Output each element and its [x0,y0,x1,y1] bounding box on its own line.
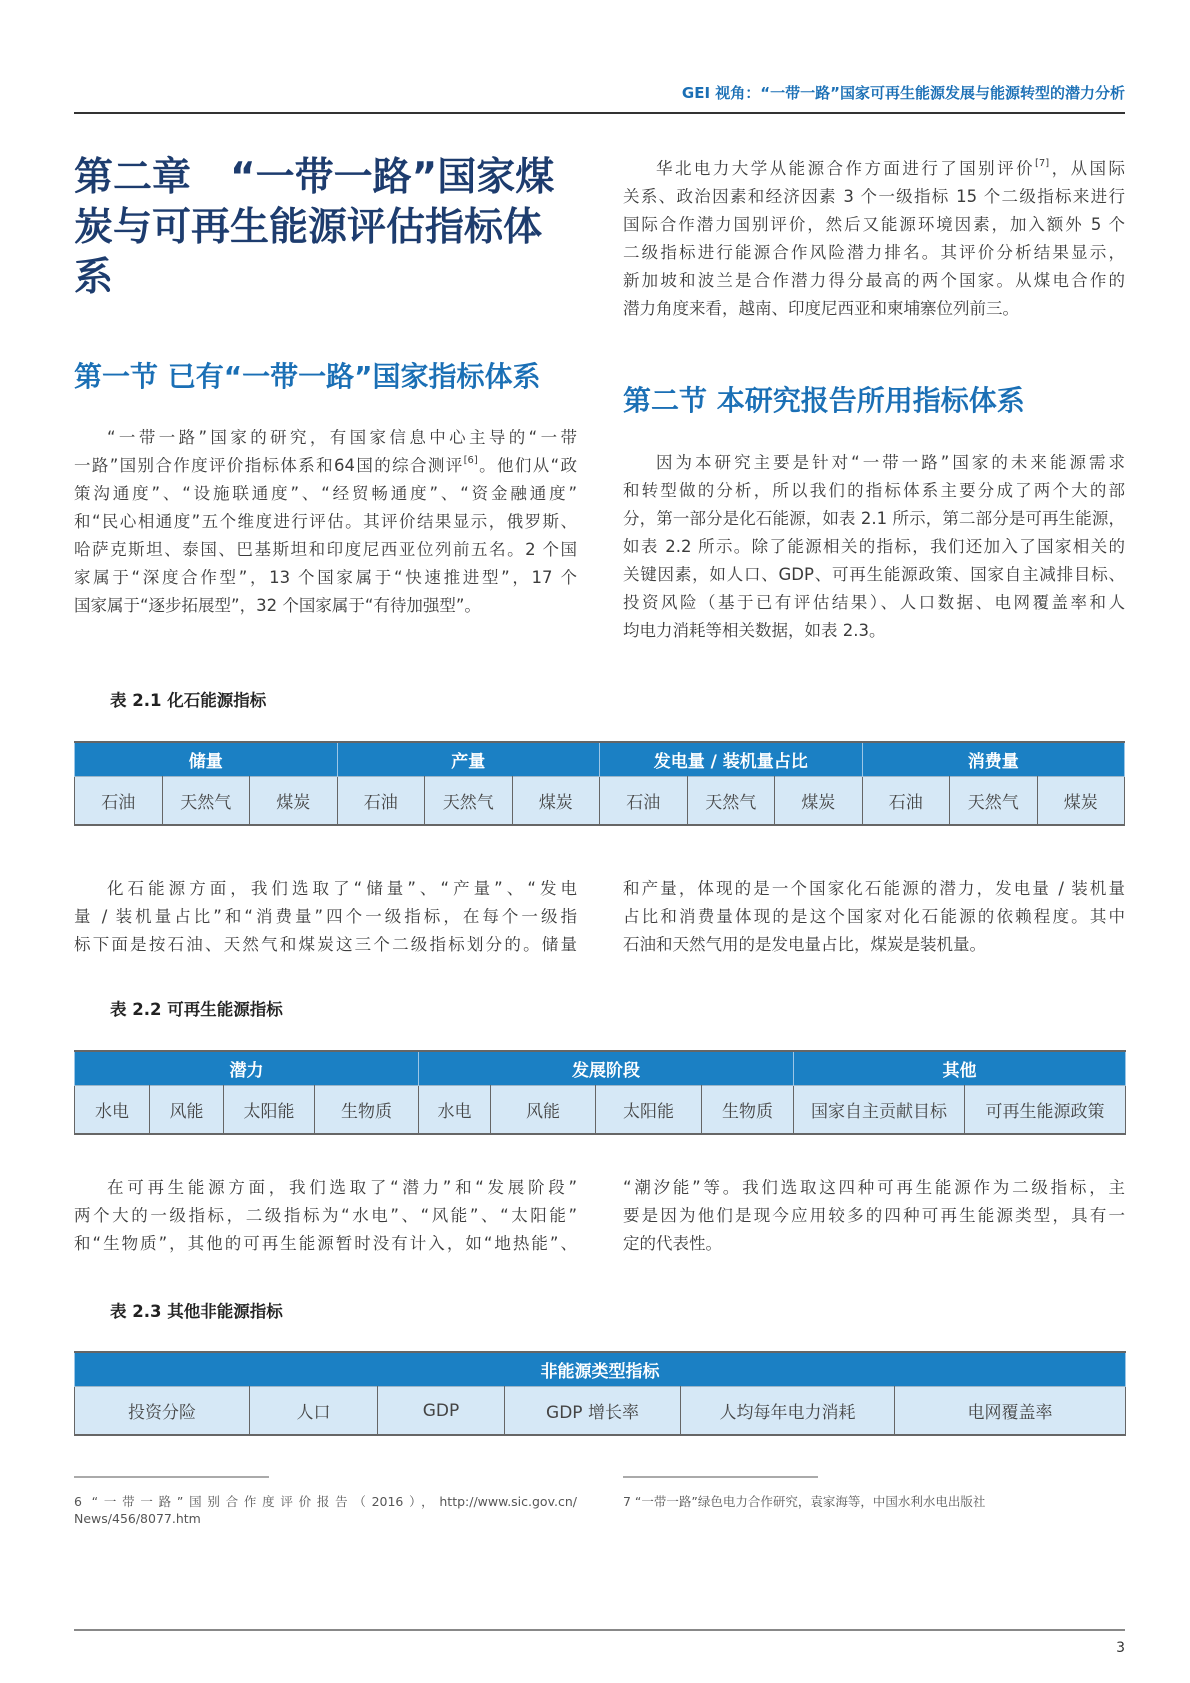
paragraph-line [623,1174,1125,1202]
table-cell: GDP [378,1387,505,1436]
line-text: 在可再生能源方面，我们选取了“潜力”和“发展阶段” [107,1178,577,1197]
chapter-title-line: 第二章 “一带一路”国家煤 [74,155,555,200]
page-number: 3 [1116,1640,1125,1656]
paragraph [623,1174,1125,1258]
table-cell: 电网覆盖率 [895,1387,1126,1436]
paragraph-line [623,155,1125,183]
table-cell: 煤炭 [1037,777,1125,826]
line-text: 均电力消耗等相关数据，如表 2.3。 [623,621,886,640]
paragraph-line [74,452,577,480]
line-text: 。他们从“政 [477,456,577,475]
line-text: 和转型做的分析，所以我们的指标体系主要分成了两个大的部 [623,481,1125,500]
paragraph-line [623,183,1125,211]
paragraph-line [623,449,1125,477]
line-text: 定的代表性。 [623,1234,722,1253]
table-group-header: 消费量 [862,742,1125,777]
table-cell: GDP 增长率 [505,1387,681,1436]
paragraph-line [74,592,577,620]
table-cell: 石油 [75,777,163,826]
line-text: “潮汐能”等。我们选取这四种可再生能源作为二级指标，主 [623,1178,1125,1197]
table-cell: 石油 [862,777,950,826]
line-text: 分，第一部分是化石能源，如表 2.1 所示，第二部分是可再生能源， [623,509,1125,528]
paragraph-line [74,1202,577,1230]
footnote-7: 7 “一带一路”绿色电力合作研究，袁家海等，中国水利水电出版社 [623,1494,986,1509]
paragraph [74,1174,577,1258]
paragraph-line [623,589,1125,617]
paragraph-line [623,617,1125,645]
table-cell: 投资分险 [75,1387,250,1436]
table-group-header: 潜力 [75,1051,419,1086]
citation-marker: [7] [1035,158,1050,169]
line-text: 策沟通度”、“设施联通度”、“经贸畅通度”、“资金融通度” [74,484,577,503]
paragraph-line [623,505,1125,533]
table-group-header: 非能源类型指标 [75,1352,1126,1387]
running-header: GEI 视角：“一带一路”国家可再生能源发展与能源转型的潜力分析 [681,84,1125,102]
table-cell: 煤炭 [775,777,863,826]
line-text: 家属于“深度合作型”，13 个国家属于“快速推进型”，17 个 [74,568,577,587]
table-cell: 人均每年电力消耗 [681,1387,895,1436]
line-text: 化石能源方面，我们选取了“储量”、“产量”、“发电 [107,879,577,898]
footnote-line: 6 “一带一路”国别合作度评价报告（2016），http://www.sic.gov.cn/ [74,1494,577,1509]
line-text: 华北电力大学从能源合作方面进行了国别评价 [656,159,1036,178]
line-text: 潜力角度来看，越南、印度尼西亚和柬埔寨位列前三。 [623,299,1019,318]
table-cell: 水电 [419,1086,491,1135]
table-cell: 石油 [600,777,688,826]
table-group-header: 发电量 / 装机量占比 [600,742,863,777]
line-text: 如表 2.2 所示。除了能源相关的指标，我们还加入了国家相关的 [623,537,1125,556]
table-2-2 [74,1050,1126,1135]
line-text: 国际合作潜力国别评价，然后又能源环境因素，加入额外 5 个 [623,215,1125,234]
paragraph-line [74,903,577,931]
paragraph-line [74,564,577,592]
table-group-header: 储量 [75,742,338,777]
line-text: 标下面是按石油、天然气和煤炭这三个二级指标划分的。储量 [74,935,577,954]
line-text: 和产量，体现的是一个国家化石能源的潜力，发电量 / 装机量 [623,879,1125,898]
line-text: 投资风险（基于已有评估结果）、人口数据、电网覆盖率和人 [623,593,1125,612]
paragraph-line [74,536,577,564]
paragraph-line [74,508,577,536]
line-text: 因为本研究主要是针对“一带一路”国家的未来能源需求 [656,453,1125,472]
footnote-line: News/456/8077.htm [74,1511,201,1526]
paragraph-line [74,931,577,959]
table-cell: 风能 [491,1086,596,1135]
footnote-divider [623,1476,818,1478]
paragraph-line [623,1230,1125,1258]
paragraph-line [623,533,1125,561]
table-cell: 国家自主贡献目标 [794,1086,965,1135]
table-cell: 风能 [150,1086,224,1135]
line-text: 要是因为他们是现今应用较多的四种可再生能源类型，具有一 [623,1206,1125,1225]
paragraph [623,875,1125,959]
line-text: 占比和消费量体现的是这个国家对化石能源的依赖程度。其中 [623,907,1125,926]
header-divider [74,112,1125,114]
paragraph-line [623,561,1125,589]
paragraph-line [74,1230,577,1258]
footer-divider [74,1629,1125,1631]
line-text: 关系、政治因素和经济因素 3 个一级指标 15 个二级指标来进行 [623,187,1125,206]
line-text: 国家属于“逐步拓展型”，32 个国家属于“有待加强型”。 [74,596,481,615]
table-cell: 煤炭 [250,777,338,826]
line-text: 和“民心相通度”五个维度进行评估。其评价结果显示，俄罗斯、 [74,512,577,531]
line-text: 一路”国别合作度评价指标体系和64国的综合测评 [74,456,464,475]
table-2-3 [74,1351,1126,1436]
line-text: ，从国际 [1049,159,1125,178]
line-text: 关键因素，如人口、GDP、可再生能源政策、国家自主减排目标、 [623,565,1125,584]
paragraph [623,155,1125,323]
table-cell: 石油 [337,777,425,826]
chapter-title [74,153,594,303]
footnote-divider [74,1476,269,1478]
paragraph-line [74,875,577,903]
table-2-2-caption: 表 2.2 可再生能源指标 [110,1000,283,1019]
line-text: 和“生物质”，其他的可再生能源暂时没有计入，如“地热能”、 [74,1234,577,1253]
paragraph [623,449,1125,645]
table-cell: 水电 [75,1086,150,1135]
paragraph-line [74,1174,577,1202]
table-cell: 天然气 [687,777,775,826]
section-2-title: 第二节 本研究报告所用指标体系 [623,384,1025,417]
citation-marker: [6] [463,455,478,466]
table-2-3-caption: 表 2.3 其他非能源指标 [110,1302,283,1321]
paragraph-line [623,211,1125,239]
chapter-title-line: 系 [74,255,114,300]
section-1-title: 第一节 已有“一带一路”国家指标体系 [74,360,541,393]
paragraph-line [623,477,1125,505]
table-cell: 太阳能 [596,1086,702,1135]
table-cell: 人口 [250,1387,378,1436]
table-2-1-caption: 表 2.1 化石能源指标 [110,691,267,710]
paragraph-line [623,931,1125,959]
paragraph-line [74,480,577,508]
table-group-header: 其他 [794,1051,1126,1086]
table-group-header: 产量 [337,742,600,777]
line-text: 新加坡和波兰是合作潜力得分最高的两个国家。从煤电合作的 [623,271,1125,290]
chapter-title-line: 炭与可再生能源评估指标体 [74,205,543,250]
line-text: “一带一路”国家的研究，有国家信息中心主导的“一带 [107,428,577,447]
table-cell: 天然气 [425,777,513,826]
table-cell: 煤炭 [512,777,600,826]
table-group-header: 发展阶段 [419,1051,794,1086]
line-text: 石油和天然气用的是发电量占比，煤炭是装机量。 [623,935,986,954]
paragraph-line [623,295,1125,323]
line-text: 二级指标进行能源合作风险潜力排名。其评价分析结果显示， [623,243,1125,262]
table-cell: 太阳能 [224,1086,315,1135]
table-cell: 生物质 [702,1086,794,1135]
paragraph-line [623,1202,1125,1230]
paragraph-line [74,424,577,452]
paragraph [74,424,577,620]
line-text: 哈萨克斯坦、泰国、巴基斯坦和印度尼西亚位列前五名。2 个国 [74,540,577,559]
table-cell: 生物质 [315,1086,419,1135]
paragraph-line [623,875,1125,903]
table-cell: 天然气 [162,777,250,826]
table-2-1 [74,741,1125,826]
table-cell: 可再生能源政策 [965,1086,1126,1135]
paragraph-line [623,267,1125,295]
paragraph-line [623,239,1125,267]
paragraph [74,875,577,959]
line-text: 量 / 装机量占比”和“消费量”四个一级指标，在每个一级指 [74,907,577,926]
table-cell: 天然气 [950,777,1038,826]
paragraph-line [623,903,1125,931]
footnote-6 [74,1493,577,1527]
line-text: 两个大的一级指标，二级指标为“水电”、“风能”、“太阳能” [74,1206,577,1225]
